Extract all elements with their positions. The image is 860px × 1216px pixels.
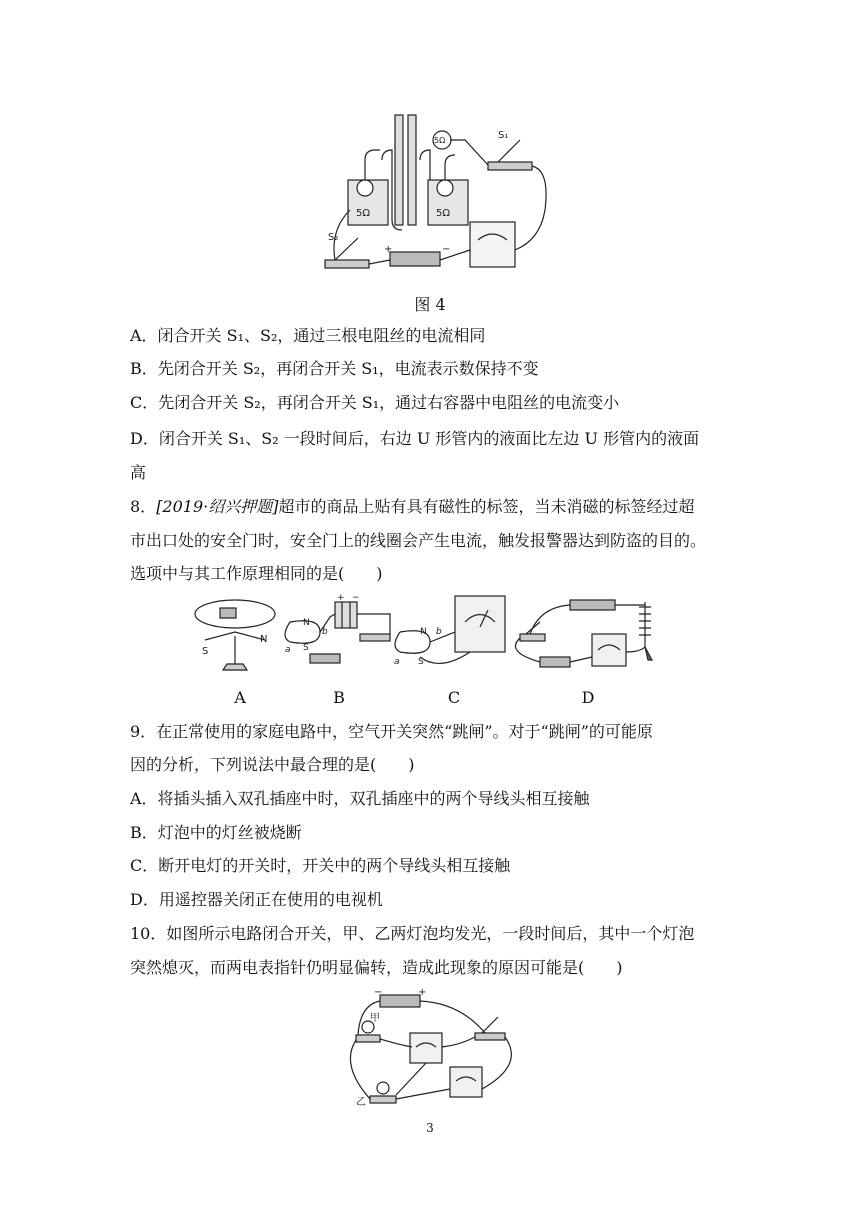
fig4-label-s2: S₂ (328, 232, 339, 243)
q10-line-2: 突然熄灭，而两电表指针仍明显偏转，造成此现象的原因可能是( ) (130, 958, 623, 977)
q9-option-b: B．灯泡中的灯丝被烧断 (130, 823, 302, 842)
q10-fig-plus: + (418, 987, 427, 998)
fig4-label-r-right: 5Ω (436, 208, 451, 219)
figure-4-caption: 图 4 (414, 295, 446, 314)
q9-line-1: 9．在正常使用的家庭电路中，空气开关突然“跳闸”。对于“跳闸”的可能原 (130, 722, 653, 741)
q7-option-b: B．先闭合开关 S₂，再闭合开关 S₁，电流表示数保持不变 (130, 359, 539, 378)
q9-option-d: D．用遥控器关闭正在使用的电视机 (130, 890, 383, 909)
q7-option-c: C．先闭合开关 S₂，再闭合开关 S₁，通过右容器中电阻丝的电流变小 (130, 393, 620, 412)
figure-4 (320, 110, 550, 280)
q10-figure (340, 985, 525, 1113)
q8-fig-c-a: a (394, 657, 400, 667)
q8-figures (190, 592, 680, 682)
q9-line-2: 因的分析，下列说法中最合理的是( ) (130, 755, 415, 774)
q8-fig-b-b: b (322, 627, 328, 637)
q9-option-a: A．将插头插入双孔插座中时，双孔插座中的两个导线头相互接触 (130, 789, 590, 808)
q8-number: 8． (130, 497, 157, 516)
q10-fig-minus: − (374, 987, 383, 998)
page-number: 3 (426, 1121, 434, 1135)
q8-source: [2019·绍兴押题] (156, 497, 279, 516)
q8-text-1: 超市的商品上贴有具有磁性的标签，当未消磁的标签经过超 (278, 497, 695, 516)
q10-fig-yi: 乙 (356, 1097, 366, 1108)
q8-line-3: 选项中与其工作原理相同的是( ) (130, 564, 383, 583)
fig4-label-plus: + (384, 244, 393, 255)
q8-fig-b-s: S (303, 643, 309, 653)
q8-fig-c-b: b (436, 627, 442, 637)
q8-fig-b-n: N (303, 618, 310, 628)
q8-fig-b-a: a (285, 645, 291, 655)
q8-fig-b-plus: + (337, 593, 345, 603)
q7-option-d-cont: 高 (130, 463, 147, 482)
q8-fig-n: N (260, 634, 268, 645)
q8-option-label-a: A (234, 688, 246, 707)
fig4-label-r-left: 5Ω (356, 208, 371, 219)
q10-fig-jia: 甲 (370, 1013, 380, 1024)
q8-option-label-c: C (447, 688, 461, 707)
q7-option-d: D．闭合开关 S₁、S₂ 一段时间后，右边 U 形管内的液面比左边 U 形管内的液面 (130, 429, 700, 448)
q8-fig-s: S (202, 646, 209, 657)
q8-fig-b-minus: − (352, 593, 360, 603)
q8-fig-c-s: S (418, 657, 424, 667)
q8-option-label-b: B (333, 688, 345, 707)
fig4-label-minus: − (442, 244, 451, 255)
fig4-label-r-top: 5Ω (434, 136, 446, 145)
q9-option-c: C．断开电灯的开关时，开关中的两个导线头相互接触 (130, 856, 511, 875)
q8-line-2: 市出口处的安全门时，安全门上的线圈会产生电流，触发报警器达到防盗的目的。 (130, 531, 707, 550)
q8-line-1 (130, 496, 695, 518)
q10-line-1: 10．如图所示电路闭合开关，甲、乙两灯泡均发光，一段时间后，其中一个灯泡 (130, 924, 695, 943)
q8-option-label-d: D (581, 688, 595, 707)
q7-option-a: A．闭合开关 S₁、S₂，通过三根电阻丝的电流相同 (130, 326, 486, 345)
q8-fig-c-n: N (420, 627, 427, 637)
fig4-label-s1: S₁ (498, 130, 509, 141)
